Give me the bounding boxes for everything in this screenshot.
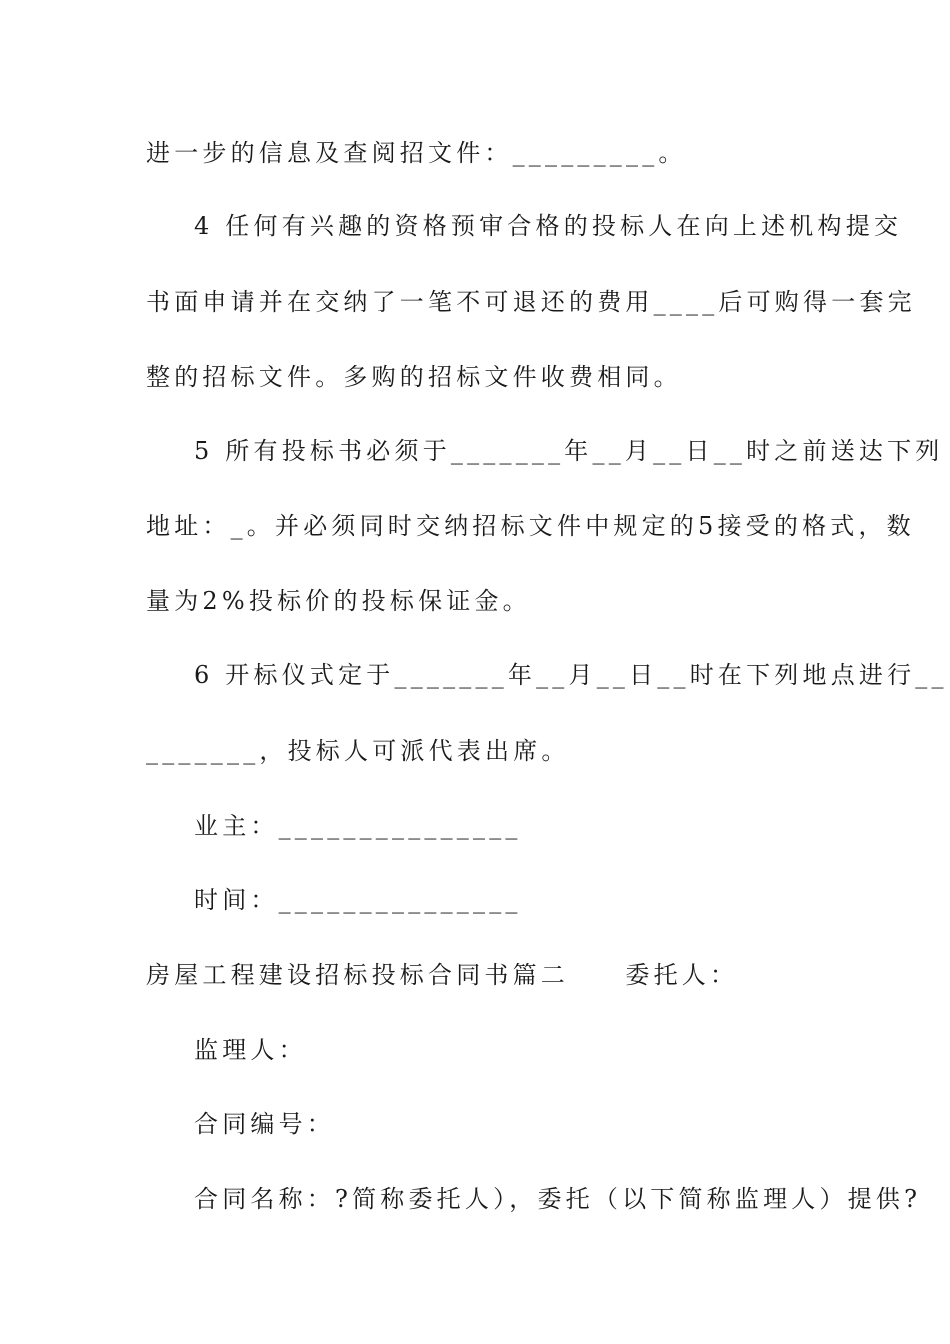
- paragraph-line: _______，投标人可派代表出席。: [146, 737, 570, 765]
- paragraph-line: 4 任何有兴趣的资格预审合格的投标人在向上述机构提交: [194, 212, 903, 240]
- time-field: 时间：_______________: [194, 886, 522, 914]
- paragraph-line: 6 开标仪式定于_______年__月__日__时在下列地点进行__: [194, 661, 948, 689]
- contract-name-field: 合同名称：?简称委托人），委托（以下简称监理人）提供?: [194, 1185, 922, 1213]
- section-heading: 房屋工程建设招标投标合同书篇二 委托人：: [146, 961, 739, 989]
- supervisor-field: 监理人：: [194, 1036, 307, 1064]
- paragraph-line: 进一步的信息及查阅招文件：_________。: [146, 139, 687, 167]
- paragraph-line: 整的招标文件。多购的招标文件收费相同。: [146, 363, 682, 391]
- paragraph-line: 5 所有投标书必须于_______年__月__日__时之前送达下列: [194, 437, 944, 465]
- owner-field: 业主：_______________: [194, 812, 522, 840]
- paragraph-line: 书面申请并在交纳了一笔不可退还的费用____后可购得一套完: [146, 288, 916, 316]
- paragraph-line: 地址：_。并必须同时交纳招标文件中规定的5接受的格式，数: [146, 512, 915, 540]
- contract-number-field: 合同编号：: [194, 1110, 335, 1138]
- paragraph-line: 量为2%投标价的投标保证金。: [146, 587, 531, 615]
